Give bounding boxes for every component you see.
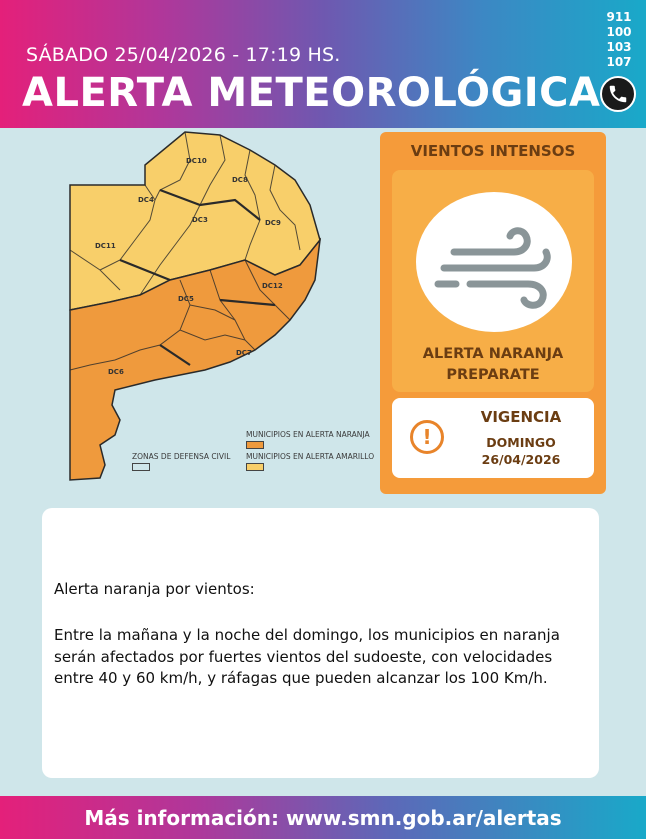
province-map	[60, 130, 390, 490]
alert-level	[392, 344, 594, 386]
exclamation-icon: !	[410, 420, 444, 454]
zone-label: DC3	[192, 216, 208, 224]
zone-label: DC7	[236, 349, 252, 357]
zone-label: DC12	[262, 282, 283, 290]
legend-orange-label: MUNICIPIOS EN ALERTA NARANJA	[246, 430, 370, 439]
zone-label: DC4	[138, 196, 154, 204]
vigencia-day: DOMINGO	[486, 435, 556, 450]
zone-label: DC8	[232, 176, 248, 184]
alert-card	[392, 170, 594, 392]
vigencia-date-value: 26/04/2026	[481, 452, 561, 467]
phone-icon	[600, 76, 636, 112]
header-banner	[0, 0, 646, 128]
alert-date: SÁBADO 25/04/2026 - 17:19 HS.	[26, 44, 341, 66]
legend-civil-label: ZONAS DE DEFENSA CIVIL	[132, 452, 231, 461]
zone-label: DC9	[265, 219, 281, 227]
alert-action-line: PREPARATE	[446, 367, 540, 383]
phone-number: 103	[606, 40, 632, 54]
page-title: ALERTA METEOROLÓGICA	[22, 70, 601, 116]
description-body: Entre la mañana y la noche del domingo, los municipios en naranja serán afectados por fuertes vientos del sudoeste, con velocidades entre 40 y 60 km/h, y ráfagas que pueden alcanzar los 100 Km/h.	[54, 626, 560, 687]
legend-swatch-civil	[132, 463, 150, 471]
vigencia-title: VIGENCIA	[480, 408, 562, 426]
vigencia-box	[392, 398, 594, 478]
alert-level-line: ALERTA NARANJA	[422, 346, 564, 362]
zone-label: DC11	[95, 242, 116, 250]
vigencia-date	[448, 434, 594, 468]
phenomenon-title: VIENTOS INTENSOS	[410, 142, 576, 160]
phone-number: 911	[606, 10, 632, 24]
footer-info-link[interactable]: Más información: www.smn.gob.ar/alertas	[84, 805, 562, 830]
zone-label: DC5	[178, 295, 194, 303]
footer-banner	[0, 796, 646, 839]
zone-label: DC10	[186, 157, 207, 165]
legend-yellow-label: MUNICIPIOS EN ALERTA AMARILLO	[246, 452, 375, 461]
emergency-phones	[596, 10, 642, 70]
phone-number: 100	[606, 25, 632, 39]
legend-swatch-orange	[246, 441, 264, 449]
legend-swatch-yellow	[246, 463, 264, 471]
wind-icon	[416, 192, 572, 332]
phone-number: 107	[606, 55, 632, 69]
alert-panel	[380, 132, 606, 494]
zone-label: DC6	[108, 368, 124, 376]
description-title: Alerta naranja por vientos:	[54, 580, 255, 598]
description-box	[42, 508, 599, 778]
